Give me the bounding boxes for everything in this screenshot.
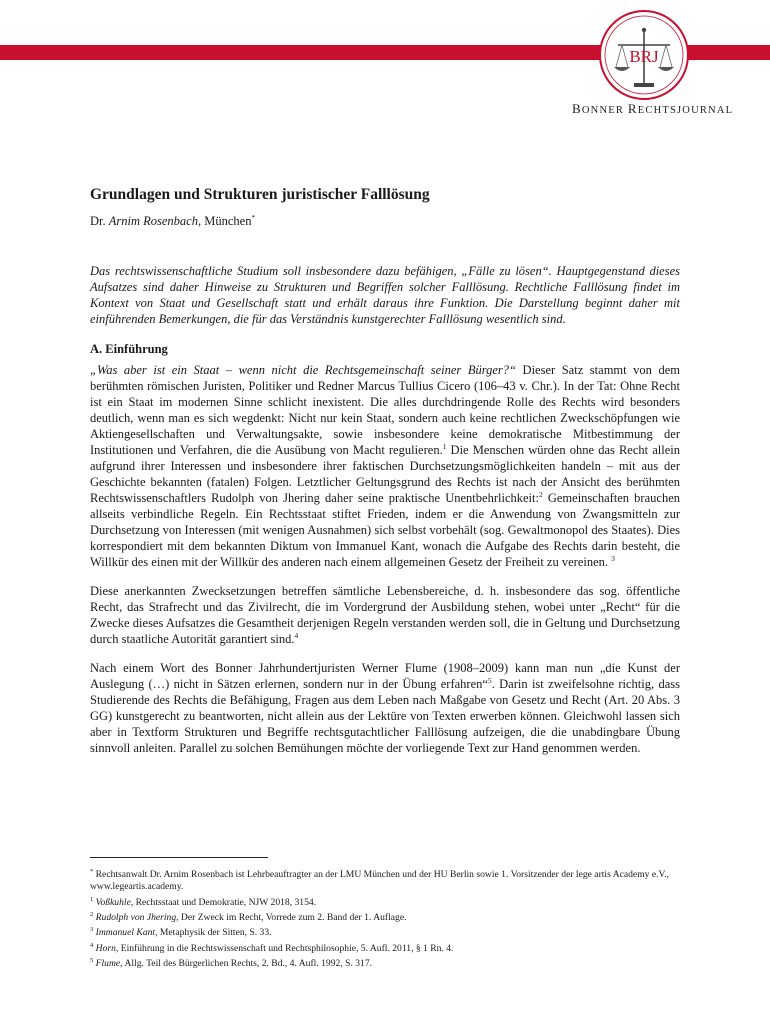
- footnote-1: $^1$ Voßkuhle, Rechtsstaat und Demokratie, NJW 2018, 3154.: [90, 895, 317, 908]
- journal-name: BONNER RECHTSJOURNAL: [572, 101, 734, 116]
- footnote-star: * Rechtsanwalt Dr. Arnim Rosenbach ist Lehrbeauftragter an der LMU München und der HU Berlin sowie 1. Vorsitzender der lege artis Academy e.V., www.legeartis.academy.: [90, 868, 669, 893]
- paragraph-2: Diese anerkannten Zwecksetzungen betreffen sämtliche Lebensbereiche, d. h. insbesondere das sog. öffentliche Recht, das Strafrecht und das Zivilrecht, die im Vordergrund der Ausbildung stehen, wobei unter „Recht“ für die Zwecke dieses Aufsatzes die Gesamtheit derjenigen Regeln verstanden werden soll, die in Geltung und Durchsetzung durch staatliche Autorität garantiert sind.$^4$: [90, 584, 680, 647]
- brj-logo: [598, 9, 690, 101]
- section-heading: A. Einführung: [90, 342, 168, 357]
- author-name: Arnim Rosenbach: [108, 214, 198, 229]
- abstract: Das rechtswissenschaftliche Studium soll insbesondere dazu befähigen, „Fälle zu lösen“. Hauptgegenstand dieses Aufsatzes sind daher Hinweise zu Strukturen und Begriffen solcher Falllösung. Rechtliche Falllösung findet im Kontext von Staat und Gesellschaft statt und erhält daraus ihre Funktion. Die Darstellung beginnt daher mit einführenden Bemerkungen, die für das Verständnis kunstgerechter Falllösung wesentlich sind.: [90, 264, 680, 327]
- cicero-quote: „Was aber ist ein Staat – wenn nicht die Rechtsgemeinschaft seiner Bürger?“: [90, 363, 516, 378]
- footnote-divider: [90, 857, 268, 858]
- footnote-ref-5[interactable]: 5: [487, 676, 492, 685]
- author-line: Dr. Arnim Rosenbach, München*: [90, 214, 255, 229]
- footnote-4: $^4$ Horn, Einführung in die Rechtswissenschaft und Rechtsphilosophie, 5. Aufl. 2011, § 1 Rn. 4.: [90, 941, 454, 954]
- footnotes: [90, 866, 680, 971]
- footnote-3: $^3$ Immanuel Kant, Metaphysik der Sitten, S. 33.: [90, 926, 272, 939]
- footnote-ref-3[interactable]: 3: [611, 554, 615, 563]
- footnote-ref-4[interactable]: 4: [294, 631, 299, 640]
- svg-text:BRJ: BRJ: [629, 47, 659, 66]
- author-footnote-mark[interactable]: *: [251, 214, 255, 222]
- footnote-5: $^5$ Flume, Allg. Teil des Bürgerlichen Rechts, 2. Bd., 4. Aufl. 1992, S. 317.: [90, 957, 373, 970]
- footnote-ref-1[interactable]: 1: [442, 442, 447, 451]
- paragraph-1: „Was aber ist ein Staat – wenn nicht die Rechtsgemeinschaft seiner Bürger?“ Dieser Satz stammt von dem berühmten römischen Juristen, Politiker und Redner Marcus Tullius Cicero (106–43 v. Chr.). In der Tat: Ohne Recht ist ein Staat im modernen Sinne schlicht inexistent. Die alles durchdringende Rolle des Rechts wird besonders deutlich, wenn man es sich wegdenkt: Nicht nur kein Staat, sondern auch keine rechtlichen Zweckschöpfungen wie Aktiengesellschaften und Verwaltungsakte, sowie insbesondere keine demokratische Mitbestimmung der Institutionen und Verfahren, die die Ausübung von Macht regulieren.$^1$ Die Menschen würden ohne das Recht allein aufgrund ihrer Interessen und insbesondere ihrer faktischen Durchsetzungsmöglichkeiten handeln – mit aus der Geschichte bekannten (fatalen) Folgen. Letztlicher Geltungsgrund des Rechts ist nach der Ansicht des berühmten Rechtswissenschaftlers Rudolph von Jhering daher seine praktische Unentbehrlichkeit:$^2$ Gemeinschaften brauchen allseits verbindliche Regeln. Ein Rechtsstaat stiftet Frieden, indem er die Anwendung von Zwangsmitteln zur Durchsetzung von Interessen (mit wenigen Ausnahmen) sich selbst vorbehält (sog. Gewaltmonopol des Staates). Dies korrespondiert mit dem bekannten Diktum von Immanuel Kant, wonach die Aufgabe des Rechts darin besteht, die Willkür des einen mit der Willkür des anderen nach einem allgemeinen Gesetz der Freiheit zu vereinen. $^3$: [90, 363, 680, 570]
- footnote-2: $^2$ Rudolph von Jhering, Der Zweck im Recht, Vorrede zum 2. Band der 1. Auflage.: [90, 910, 407, 924]
- footnote-ref-2[interactable]: 2: [538, 490, 543, 499]
- article-body: [90, 186, 680, 769]
- paragraph-3: Nach einem Wort des Bonner Jahrhundertjuristen Werner Flume (1908–2009) kann man nun „die Kunst der Auslegung (…) nicht in Sätzen erlernen, sondern nur in der Übung erfahren“$^5$. Darin ist zweifelsohne richtig, dass Studierende des Rechts die Befähigung, Fragen aus dem Leben nach Maßgabe von Gesetz und Recht (Art. 20 Abs. 3 GG) kunstgerecht zu beantworten, nicht allein aus der Lektüre von Texten erwerben können. Gleichwohl lassen sich aber in Textform Strukturen und Begriffe rechtsgutachtlicher Falllösung aufzeigen, die die unabdingbare Übung sinnvoll anleiten. Parallel zu solchen Bemühungen möchte der vorliegende Text zur Hand genommen werden.: [90, 661, 680, 756]
- article-title: Grundlagen und Strukturen juristischer Falllösung: [90, 186, 430, 203]
